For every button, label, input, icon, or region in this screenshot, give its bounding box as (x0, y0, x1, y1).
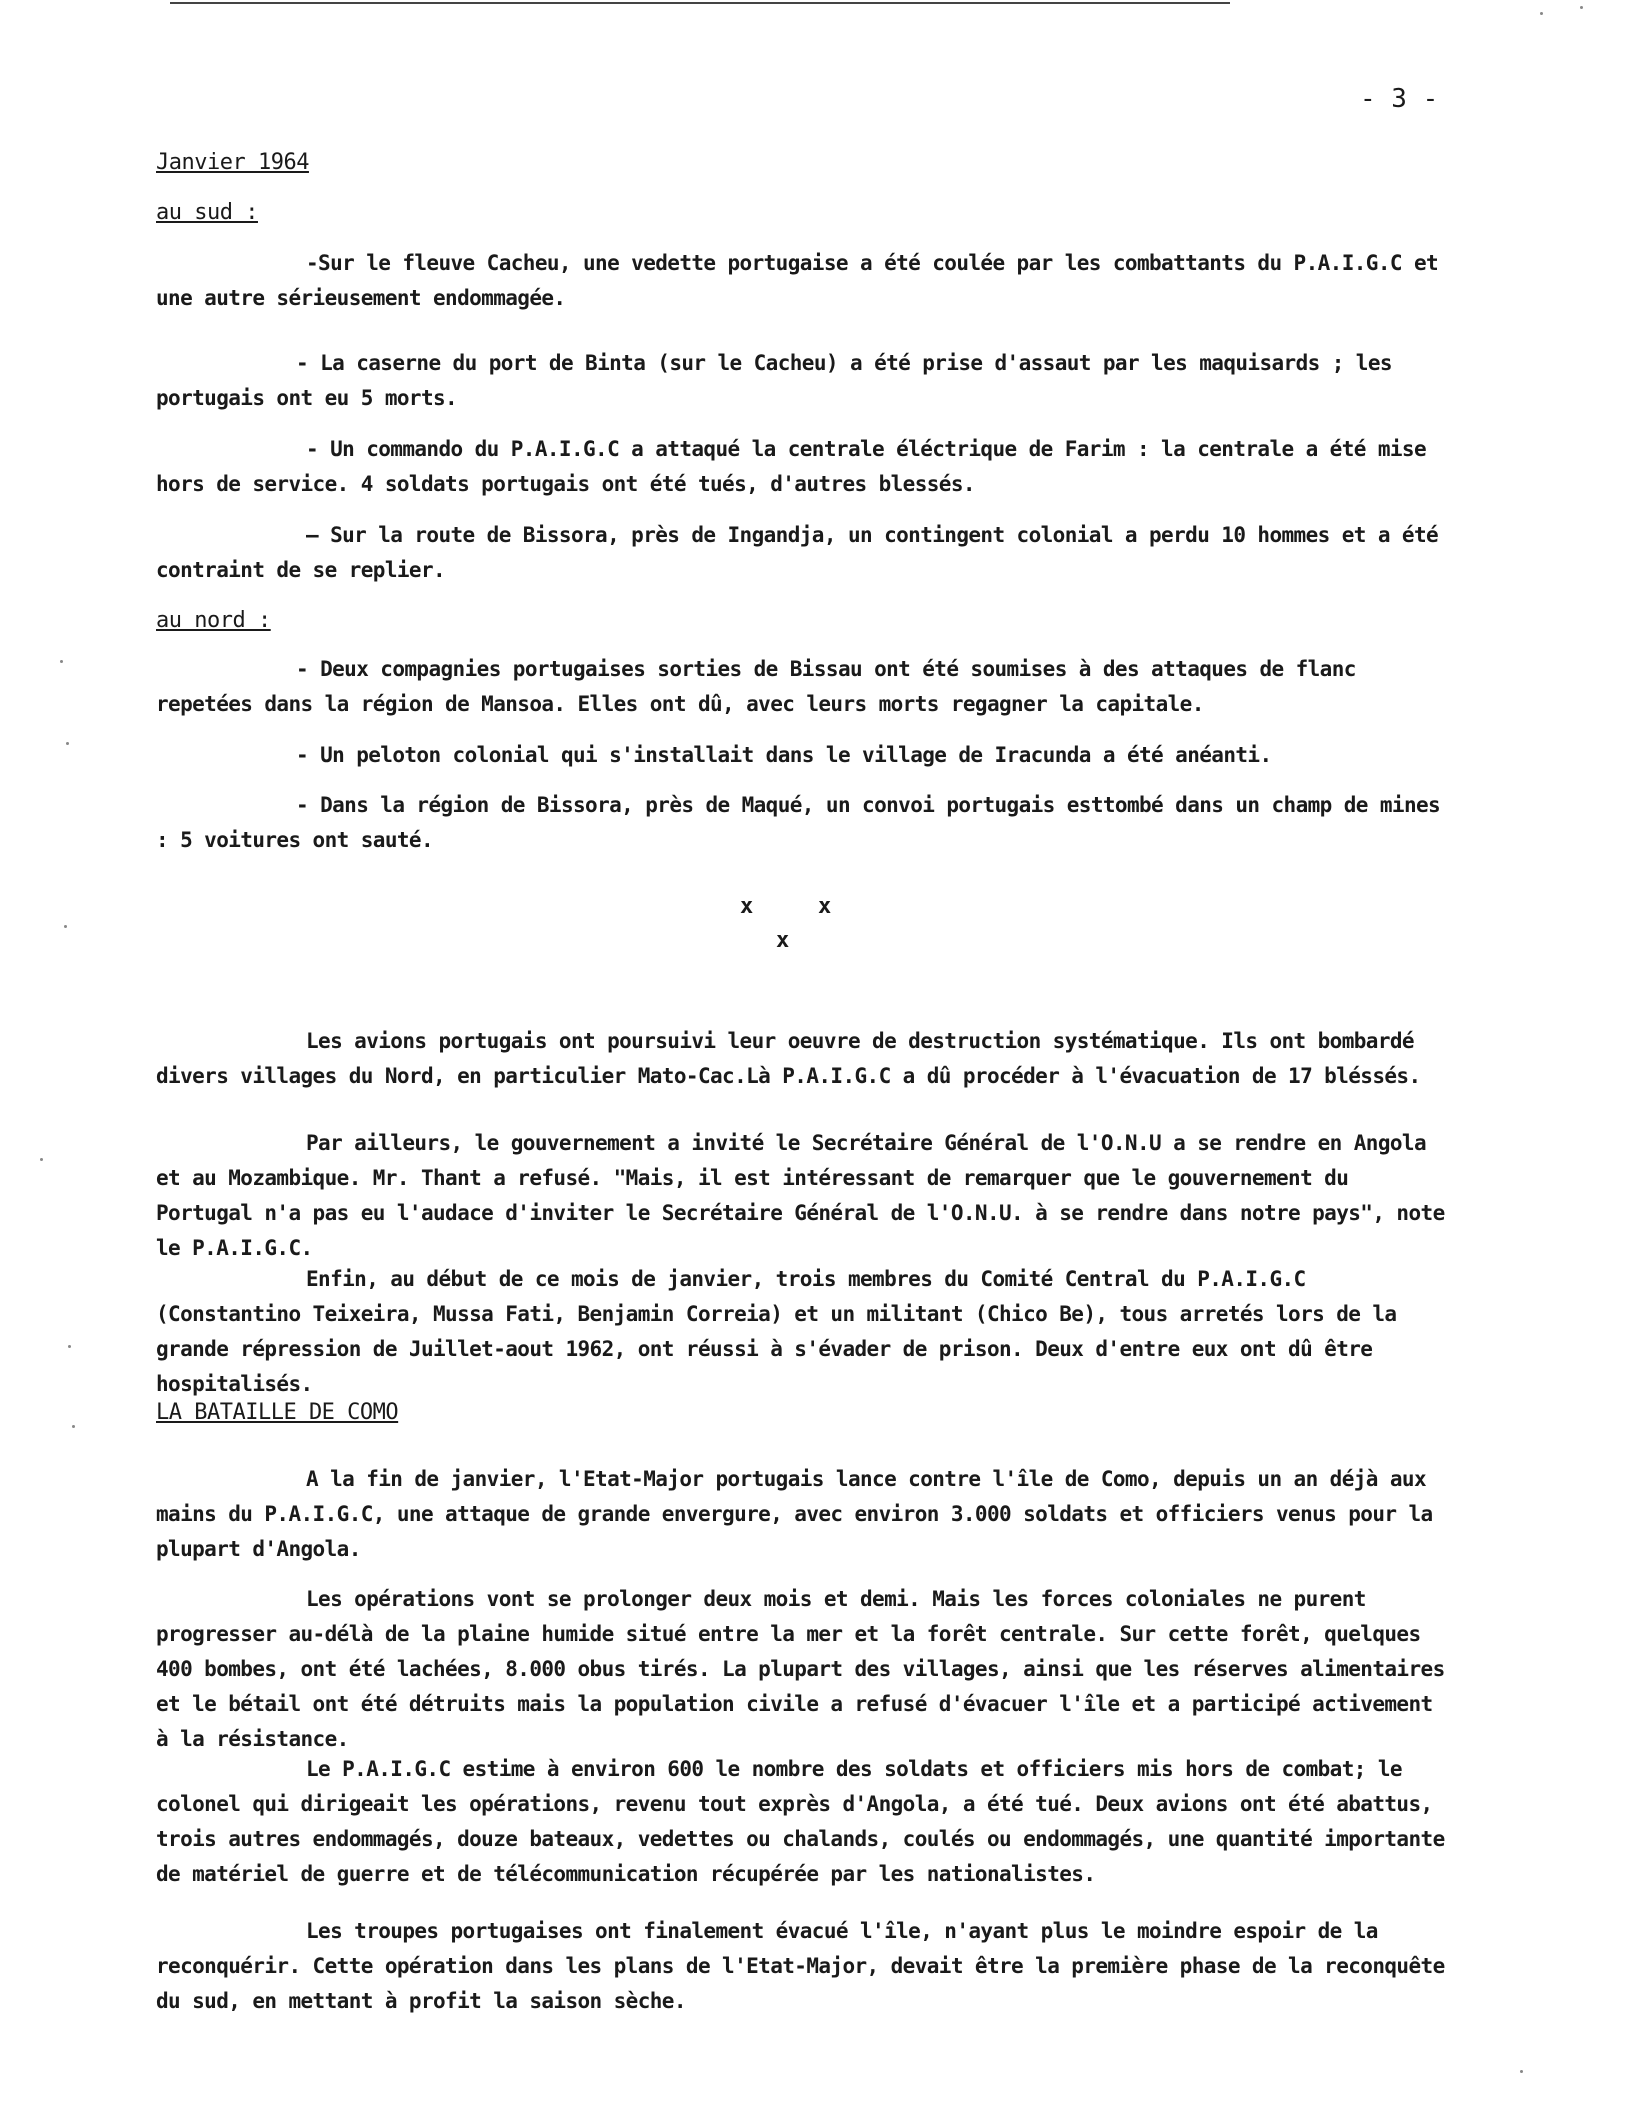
middle-section-3 (156, 1262, 1456, 1402)
page-number: - 3 - (1360, 84, 1439, 114)
heading-au-sud: au sud : (156, 200, 258, 225)
bataille-section-2 (156, 1582, 1456, 1757)
paragraph-avions: Les avions portugais ont poursuivi leur oeuvre de destruction systématique. Ils ont bombardé divers villages du Nord, en particulier Mato-Cac.Là P.A.I.G.C a dû procéder à l'évacuation de 17 bléssés. (156, 1029, 1421, 1088)
separator-mark-2: x (818, 894, 832, 919)
paragraph-evasion: Enfin, au début de ce mois de janvier, trois membres du Comité Central du P.A.I.G.C (Constantino Teixeira, Mussa Fati, Benjamin Correia) et un militant (Chico Be), tous arretés lors de la grande répression de Juillet-aout 1962, ont réussi à s'évader de prison. Deux d'entre eux ont dû être hospitalisés. (156, 1267, 1397, 1396)
sud-section-3 (156, 432, 1456, 502)
paragraph-nord-2: - Un peloton colonial qui s'installait dans le village de Iracunda a été anéanti. (296, 743, 1272, 767)
bataille-section-1 (156, 1462, 1456, 1567)
paragraph-bataille-2: Les opérations vont se prolonger deux mois et demi. Mais les forces coloniales ne purent progresser au-délà de la plaine humide situé entre la mer et la forêt centrale. Sur cette forêt, quelques 400 bombes, ont été lachées, 8.000 obus tirés. La plupart des villages, ainsi que les réserves alimentaires et le bétail ont été détruits mais la population civile a refusé d'évacuer l'île et a participé activement à la résistance. (156, 1587, 1445, 1751)
heading-bataille-de-como: LA BATAILLE DE COMO (156, 1400, 399, 1425)
heading-au-nord: au nord : (156, 608, 271, 633)
paragraph-bataille-4: Les troupes portugaises ont finalement évacué l'île, n'ayant plus le moindre espoir de la reconquérir. Cette opération dans les plans de l'Etat-Major, devait être la première phase de la reconquête du sud, en mettant à profit la saison sèche. (156, 1919, 1445, 2013)
paragraph-sud-4: — Sur la route de Bissora, près de Ingandja, un contingent colonial a perdu 10 hommes et a été contraint de se replier. (156, 523, 1439, 582)
middle-section-2 (156, 1126, 1456, 1266)
sud-section (156, 246, 1456, 316)
top-rule (170, 2, 1230, 4)
bataille-section-3 (156, 1752, 1456, 1892)
bataille-section-4 (156, 1914, 1456, 2019)
paragraph-sud-3: - Un commando du P.A.I.G.C a attaqué la centrale éléctrique de Farim : la centrale a été mise hors de service. 4 soldats portugais ont été tués, d'autres blessés. (156, 437, 1427, 496)
nord-section-3 (156, 788, 1456, 858)
nord-section-1 (156, 652, 1456, 722)
paragraph-sud-2: - La caserne du port de Binta (sur le Cacheu) a été prise d'assaut par les maquisards ; les portugais ont eu 5 morts. (156, 351, 1392, 410)
sud-section-2 (156, 346, 1456, 416)
heading-janvier-1964: Janvier 1964 (156, 150, 309, 175)
middle-section-1 (156, 1024, 1456, 1094)
paragraph-nord-3: - Dans la région de Bissora, près de Maqué, un convoi portugais esttombé dans un champ de mines : 5 voitures ont sauté. (156, 793, 1441, 852)
paragraph-bataille-1: A la fin de janvier, l'Etat-Major portugais lance contre l'île de Como, depuis un an déjà aux mains du P.A.I.G.C, une attaque de grande envergure, avec environ 3.000 soldats et officiers venus pour la plupart d'Angola. (156, 1467, 1433, 1561)
sud-section-4 (156, 518, 1456, 588)
separator-mark-3: x (776, 928, 790, 953)
paragraph-onu: Par ailleurs, le gouvernement a invité le Secrétaire Général de l'O.N.U a se rendre en Angola et au Mozambique. Mr. Thant a refusé. "Mais, il est intéressant de remarquer que le gouvernement du Portugal n'a pas eu l'audace d'inviter le Secrétaire Général de l'O.N.U. à se rendre dans notre pays", note le P.A.I.G.C. (156, 1131, 1445, 1260)
paragraph-sud-1: -Sur le fleuve Cacheu, une vedette portugaise a été coulée par les combattants du P.A.I.G.C et une autre sérieusement endommagée. (156, 251, 1439, 310)
separator-mark-1: x (740, 894, 754, 919)
nord-section-2 (156, 738, 1456, 773)
paragraph-nord-1: - Deux compagnies portugaises sorties de Bissau ont été soumises à des attaques de flanc repetées dans la région de Mansoa. Elles ont dû, avec leurs morts regagner la capitale. (156, 657, 1356, 716)
paragraph-bataille-3: Le P.A.I.G.C estime à environ 600 le nombre des soldats et officiers mis hors de combat; le colonel qui dirigeait les opérations, revenu tout exprès d'Angola, a été tué. Deux avions ont été abattus, trois autres endommagés, douze bateaux, vedettes ou chalands, coulés ou endommagés, une quantité importante de matériel de guerre et de télécommunication récupérée par les nationalistes. (156, 1757, 1445, 1886)
